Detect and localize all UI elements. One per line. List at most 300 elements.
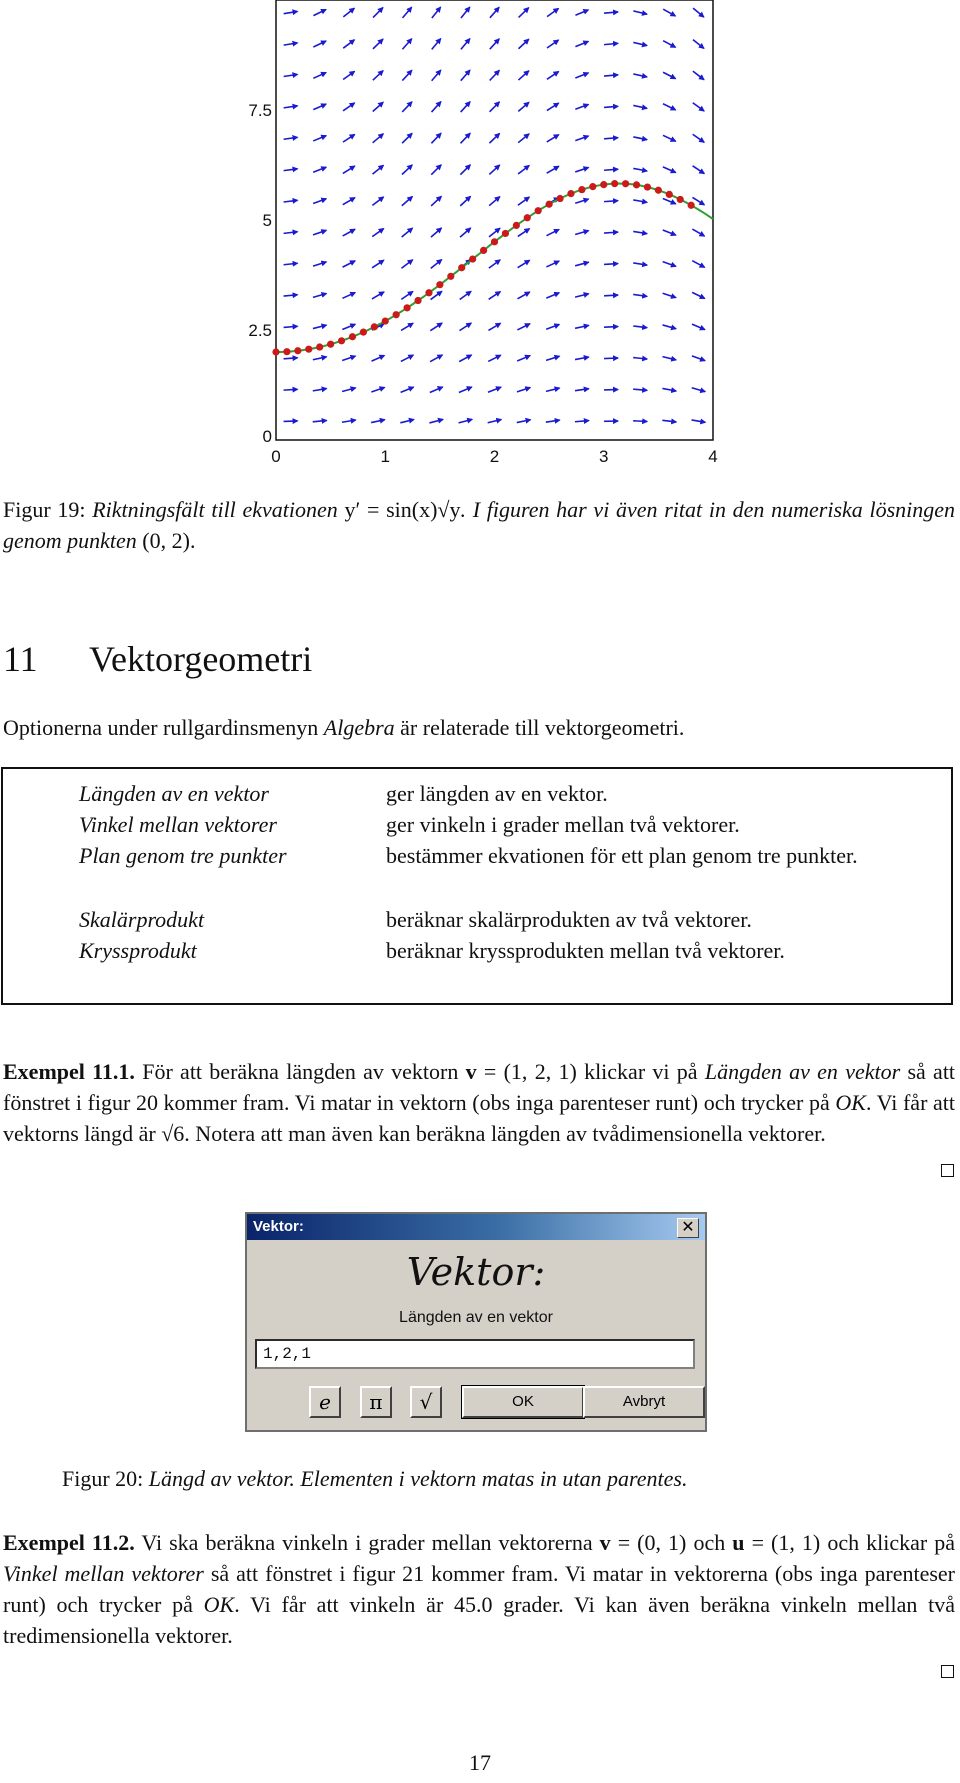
caption-text-2: . I figuren har vi även ritat in den numeriska lösningen genom punkten	[3, 497, 956, 553]
field-arrow	[575, 41, 588, 46]
field-arrow	[692, 356, 705, 361]
field-arrow	[313, 262, 326, 266]
field-arrow	[663, 72, 675, 78]
field-arrow	[663, 325, 676, 329]
option-name: Kryssprodukt	[79, 938, 197, 963]
field-arrow	[633, 11, 647, 14]
field-arrow	[372, 229, 383, 237]
field-arrow	[402, 102, 412, 112]
field-arrow	[546, 356, 559, 360]
field-arrow	[403, 7, 412, 18]
field-arrow	[662, 388, 676, 391]
field-arrow	[633, 74, 647, 77]
field-arrow	[604, 201, 618, 202]
field-arrow	[461, 39, 470, 50]
field-arrow	[402, 165, 412, 175]
field-arrow	[313, 230, 326, 235]
example-label: Exempel 11.1.	[3, 1059, 135, 1084]
field-arrow	[604, 232, 618, 233]
field-arrow	[604, 43, 618, 44]
field-arrow	[692, 388, 705, 392]
field-arrow	[459, 419, 473, 423]
solution-point	[294, 347, 301, 354]
field-arrow	[489, 165, 499, 174]
field-arrow	[343, 71, 354, 79]
options-table	[1, 767, 953, 1005]
field-arrow	[604, 12, 618, 13]
vector-field	[284, 7, 706, 423]
solution-point	[404, 304, 411, 311]
vector-v: v	[465, 1059, 477, 1084]
field-arrow	[372, 292, 384, 299]
option-desc: ger längden av en vektor.	[386, 781, 608, 806]
field-arrow	[373, 8, 383, 18]
field-arrow	[343, 261, 356, 267]
field-arrow	[313, 389, 327, 391]
solution-point	[578, 186, 585, 193]
figure-label: Figur 20:	[62, 1466, 144, 1491]
field-arrow	[313, 325, 327, 328]
dialog-titlebar: Vektor:	[247, 1214, 705, 1240]
example-text: För att beräkna längden av vektorn	[142, 1059, 459, 1084]
field-arrow	[432, 7, 441, 18]
figure20-caption	[62, 1466, 688, 1492]
figure19-caption	[3, 494, 955, 556]
field-arrow	[575, 294, 589, 297]
vector-input[interactable]: 1,2,1	[255, 1339, 695, 1369]
solution-point	[371, 323, 378, 330]
field-arrow	[461, 70, 470, 81]
solution-point	[272, 348, 279, 355]
field-arrow	[633, 294, 647, 296]
field-arrow	[692, 420, 706, 422]
field-arrow	[402, 70, 412, 80]
field-arrow	[693, 8, 704, 17]
field-arrow	[343, 166, 355, 173]
field-arrow	[313, 104, 326, 110]
field-arrow	[633, 421, 647, 422]
field-arrow	[693, 134, 704, 142]
field-arrow	[401, 355, 413, 361]
field-arrow	[342, 356, 355, 360]
x-tick-label: 4	[708, 447, 718, 466]
field-arrow	[517, 324, 530, 330]
field-arrow	[633, 42, 647, 45]
field-arrow	[518, 197, 529, 205]
field-arrow	[604, 169, 618, 170]
field-arrow	[693, 40, 704, 49]
field-arrow	[431, 228, 442, 237]
field-arrow	[284, 389, 298, 390]
field-arrow	[342, 293, 355, 299]
section-title: Vektorgeometri	[89, 639, 313, 679]
example-text: så att fönstret i figur 20 kommer fram. Vi matar in vektorn (obs inga parenteser runt) och trycker på	[3, 1059, 956, 1115]
field-arrow	[490, 39, 499, 49]
ok-button[interactable]: OK	[462, 1386, 584, 1418]
example-text: Vi ska beräkna vinkeln i grader mellan vektorerna	[141, 1530, 593, 1555]
solution-point	[535, 207, 542, 214]
solution-point	[447, 273, 454, 280]
field-arrow	[663, 9, 675, 16]
field-arrow	[432, 39, 441, 50]
vector-u: u	[732, 1530, 745, 1555]
field-arrow	[461, 102, 470, 112]
field-arrow	[460, 196, 470, 206]
field-arrow	[575, 104, 588, 109]
field-arrow	[488, 323, 500, 330]
field-arrow	[663, 198, 676, 203]
field-arrow	[284, 137, 298, 139]
field-arrow	[430, 387, 443, 393]
field-arrow	[575, 357, 589, 360]
field-arrow	[662, 420, 676, 422]
field-arrow	[373, 134, 384, 143]
field-arrow	[400, 419, 414, 422]
field-arrow	[546, 293, 559, 298]
option-name: Plan genom tre punkter	[79, 843, 287, 868]
field-arrow	[402, 133, 412, 143]
y-tick-label: 5	[262, 211, 272, 230]
solution-points	[272, 180, 694, 356]
example-menu-ref: Längden av en vektor	[704, 1059, 901, 1084]
figure-label: Figur 19:	[3, 497, 86, 522]
intro-before: Optionerna under rullgardinsmenyn	[3, 715, 319, 740]
solution-point	[655, 187, 662, 194]
field-arrow	[518, 229, 530, 237]
field-arrow	[633, 389, 647, 390]
field-arrow	[343, 103, 355, 111]
field-arrow	[372, 260, 384, 268]
e-button-label: e	[319, 1390, 331, 1414]
field-arrow	[284, 295, 298, 296]
field-arrow	[460, 165, 470, 175]
field-arrow	[518, 134, 529, 143]
field-arrow	[546, 388, 560, 391]
solution-point	[644, 183, 651, 190]
option-desc: bestämmer ekvationen för ett plan genom tre punkter.	[386, 843, 858, 868]
field-arrow	[575, 10, 588, 15]
example-text: . Vi får att vinkeln är 45.0 grader. Vi kan även beräkna vinkeln mellan två tredimensionella vektorer.	[3, 1592, 955, 1648]
field-arrow	[373, 102, 383, 111]
option-desc: beräknar skalärprodukten av två vektorer.	[386, 907, 752, 932]
solution-point	[393, 311, 400, 318]
field-arrow	[284, 43, 298, 45]
field-arrow	[604, 264, 618, 265]
solution-point	[567, 190, 574, 197]
section-heading	[3, 638, 312, 680]
field-arrow	[547, 8, 558, 16]
field-arrow	[432, 70, 441, 81]
solution-point	[327, 341, 334, 348]
field-arrow	[401, 323, 413, 330]
field-arrow	[489, 228, 500, 237]
option-name: Skalärprodukt	[79, 907, 205, 932]
solution-point	[666, 191, 673, 198]
field-arrow	[402, 228, 413, 237]
field-arrow	[547, 40, 559, 48]
solution-point	[622, 180, 629, 187]
field-arrow	[429, 419, 443, 423]
field-arrow	[663, 41, 675, 48]
ok-ref: OK	[835, 1090, 866, 1115]
solution-point	[502, 230, 509, 237]
field-arrow	[342, 324, 355, 329]
field-arrow	[547, 103, 559, 110]
field-arrow	[459, 387, 472, 392]
field-arrow	[633, 231, 647, 233]
field-arrow	[372, 355, 385, 361]
field-arrow	[461, 133, 471, 143]
field-arrow	[284, 169, 298, 171]
field-arrow	[313, 294, 326, 298]
field-arrow	[604, 75, 618, 76]
field-arrow	[371, 387, 384, 392]
field-arrow	[604, 295, 618, 296]
solution-point	[316, 343, 323, 350]
field-arrow	[401, 387, 414, 392]
x-tick-label: 2	[489, 447, 500, 466]
close-button[interactable]: ✕	[677, 1218, 699, 1238]
field-arrow	[431, 260, 442, 269]
field-arrow	[402, 197, 413, 206]
qed-square	[941, 1665, 954, 1678]
field-arrow	[402, 39, 411, 49]
solution-point	[414, 297, 421, 304]
field-arrow	[402, 260, 413, 268]
field-arrow	[284, 358, 298, 359]
field-arrow	[343, 8, 354, 17]
vector-v: v	[599, 1530, 611, 1555]
field-arrow	[546, 324, 559, 329]
field-arrow	[575, 421, 589, 422]
e-button[interactable]	[309, 1386, 341, 1418]
field-arrow	[313, 41, 326, 47]
field-arrow	[373, 165, 384, 174]
example-text: = (0, 1) och	[617, 1530, 726, 1555]
field-arrow	[519, 39, 529, 49]
field-arrow	[692, 292, 705, 298]
field-arrow	[663, 167, 676, 173]
field-arrow	[663, 293, 676, 297]
intro-paragraph	[3, 712, 955, 743]
field-arrow	[489, 133, 499, 143]
page-number: 17	[469, 1750, 491, 1775]
field-arrow	[490, 102, 500, 112]
field-arrow	[430, 323, 442, 331]
example-11-1	[3, 1056, 955, 1149]
solution-point	[600, 181, 607, 188]
field-arrow	[604, 327, 618, 328]
dialog-heading: Vektor:	[406, 1250, 546, 1294]
field-arrow	[490, 7, 499, 18]
field-arrow	[343, 40, 354, 48]
x-tick-label: 1	[380, 447, 390, 466]
solution-point	[633, 181, 640, 188]
field-arrow	[342, 388, 356, 392]
field-arrow	[547, 166, 559, 173]
field-arrow	[517, 420, 531, 423]
caption-equation: y′ = sin(x)√y	[344, 497, 461, 522]
field-arrow	[373, 71, 383, 81]
field-arrow	[489, 197, 500, 206]
solution-point	[556, 195, 563, 202]
field-arrow	[313, 9, 326, 15]
caption-text: Riktningsfält till ekvationen	[92, 497, 338, 522]
example-11-2	[3, 1527, 955, 1651]
field-arrow	[313, 357, 327, 360]
field-arrow	[371, 420, 385, 423]
option-desc: beräknar kryssprodukten mellan två vektorer.	[386, 938, 785, 963]
field-arrow	[431, 133, 441, 143]
field-arrow	[284, 106, 298, 108]
field-arrow	[693, 103, 704, 111]
caption-text: Längd av vektor. Elementen i vektorn matas in utan parentes.	[148, 1466, 688, 1491]
field-arrow	[284, 200, 298, 202]
example-label: Exempel 11.2.	[3, 1530, 135, 1555]
field-arrow	[313, 136, 326, 141]
cancel-button[interactable]: Avbryt	[583, 1386, 705, 1418]
option-name: Längden av en vektor	[79, 781, 269, 806]
example-menu-ref: Vinkel mellan vektorer	[3, 1561, 204, 1586]
sqrt-button[interactable]: √	[410, 1386, 442, 1418]
field-arrow	[518, 102, 529, 111]
axis-ticks	[248, 101, 717, 466]
field-arrow	[662, 357, 676, 360]
field-arrow	[575, 389, 589, 391]
solution-point	[524, 214, 531, 221]
pi-button[interactable]: π	[360, 1386, 392, 1418]
field-arrow	[575, 73, 588, 78]
field-arrow	[489, 260, 500, 268]
field-arrow	[547, 229, 560, 235]
field-arrow	[692, 229, 704, 236]
field-arrow	[313, 73, 326, 79]
field-arrow	[488, 420, 502, 423]
field-arrow	[633, 200, 647, 202]
field-arrow	[488, 387, 501, 392]
field-arrow	[518, 292, 530, 299]
solution-point	[305, 346, 312, 353]
field-arrow	[604, 106, 618, 107]
field-arrow	[546, 261, 559, 267]
solution-point	[611, 180, 618, 187]
solution-point	[491, 238, 498, 245]
intro-after: är relaterade till vektorgeometri.	[400, 715, 685, 740]
field-arrow	[401, 291, 413, 299]
field-arrow	[575, 167, 588, 171]
field-arrow	[284, 326, 298, 327]
field-arrow	[518, 260, 530, 267]
y-tick-label: 2.5	[248, 321, 272, 340]
field-arrow	[693, 71, 704, 80]
field-arrow	[604, 138, 618, 139]
field-arrow	[313, 420, 327, 421]
field-arrow	[547, 72, 559, 80]
example-text: . Vi får att vektorns längd är √6. Notera att man även kan beräkna längden av tvådimensionella vektorer.	[3, 1090, 956, 1146]
field-arrow	[342, 420, 356, 422]
ok-ref: OK	[203, 1592, 235, 1617]
solution-point	[338, 337, 345, 344]
field-arrow	[517, 356, 530, 361]
example-text: = (1, 1) och klickar på	[751, 1530, 956, 1555]
field-arrow	[284, 74, 298, 76]
field-arrow	[284, 263, 298, 264]
field-arrow	[343, 134, 355, 142]
field-arrow	[663, 230, 676, 235]
field-arrow	[633, 326, 647, 328]
field-arrow	[461, 7, 470, 18]
field-arrow	[575, 231, 588, 235]
solution-point	[436, 281, 443, 288]
solution-point	[425, 289, 432, 296]
solution-point	[677, 196, 684, 203]
field-arrow	[519, 8, 529, 18]
field-arrow	[490, 70, 500, 80]
field-arrow	[546, 420, 560, 422]
solution-point	[589, 183, 596, 190]
field-arrow	[692, 261, 704, 268]
field-arrow	[343, 229, 355, 236]
field-arrow	[460, 291, 471, 299]
solution-point	[349, 333, 356, 340]
field-arrow	[575, 136, 588, 141]
solution-point	[480, 247, 487, 254]
field-arrow	[459, 323, 471, 331]
field-arrow	[517, 388, 530, 392]
field-arrow	[431, 196, 441, 206]
plot-frame	[276, 0, 713, 440]
field-arrow	[343, 198, 355, 205]
field-arrow	[313, 167, 326, 172]
example-text: = (1, 2, 1) klickar vi på	[483, 1059, 698, 1084]
x-tick-label: 0	[271, 447, 281, 466]
field-arrow	[460, 228, 471, 237]
x-tick-label: 3	[599, 447, 609, 466]
section-number: 11	[3, 639, 38, 679]
field-arrow	[663, 135, 676, 141]
qed-square	[941, 1164, 954, 1177]
option-name: Vinkel mellan vektorer	[79, 812, 277, 837]
field-arrow	[692, 324, 705, 330]
field-arrow	[489, 292, 501, 300]
solution-point	[469, 255, 476, 262]
field-arrow	[633, 263, 647, 265]
solution-point	[458, 264, 465, 271]
field-arrow	[604, 358, 618, 359]
vektor-dialog	[245, 1212, 707, 1432]
dialog-subtitle: Längden av en vektor	[399, 1309, 553, 1326]
field-arrow	[430, 355, 442, 362]
field-arrow	[431, 165, 441, 175]
caption-point: (0, 2).	[142, 528, 196, 553]
field-arrow	[575, 262, 589, 266]
y-tick-label: 0	[262, 427, 272, 446]
field-arrow	[693, 166, 705, 174]
y-tick-label: 7.5	[248, 101, 272, 120]
field-arrow	[373, 39, 383, 49]
field-arrow	[663, 104, 676, 110]
field-arrow	[518, 71, 528, 80]
solution-point	[688, 202, 695, 209]
field-arrow	[575, 199, 588, 203]
field-arrow	[459, 355, 471, 362]
field-arrow	[547, 135, 559, 142]
field-arrow	[663, 262, 676, 267]
solution-point	[283, 348, 290, 355]
intro-menu: Algebra	[323, 715, 395, 740]
field-arrow	[284, 11, 298, 13]
field-arrow	[633, 358, 647, 359]
